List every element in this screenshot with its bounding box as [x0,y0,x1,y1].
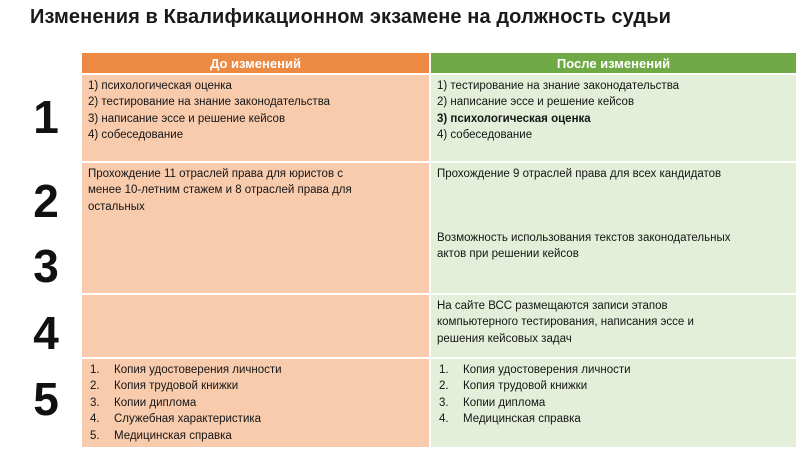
row5-before-item: 2. Копия трудовой книжки [90,380,239,393]
row1-before-item: 4) собеседование [88,129,184,142]
row-number-2: 2 [33,175,59,227]
row1-after-item-highlight: 3) психологическая оценка [437,112,591,125]
row3-after-text-block [437,230,730,263]
page-title: Изменения в Квалификационном экзамене на должность судьи [30,6,671,28]
row1-after-item: 1) тестирование на знание законодательства [437,80,680,92]
row4-after-text: На сайте ВСС размещаются записи этапов [437,300,668,312]
row1-after-item: 2) написание эссе и решение кейсов [437,96,635,109]
row5-after-item: 1. Копия удостоверения личности [439,364,631,376]
row-number-5: 5 [33,373,59,425]
row-number-4: 4 [33,307,59,359]
row1-before-item: 3) написание эссе и решение кейсов [88,112,286,125]
row2-before-text: Прохождение 11 отраслей права для юристов с [88,168,344,180]
row2-after-text: Прохождение 9 отраслей права для всех кандидатов [437,168,722,180]
row5-after-item: 4. Медицинская справка [439,413,581,426]
comparison-table [82,53,796,447]
row5-before-item: 5. Медицинская справка [90,429,232,442]
row5-before-cell [82,359,429,447]
header-before: До изменений [82,53,429,73]
row5-before-item: 1. Копия удостоверения личности [90,364,282,376]
row2-before-text: менее 10-летним стажем и 8 отраслей права для [88,184,352,197]
row1-after-cell [431,75,796,161]
row4-after-text: решения кейсовых задач [437,332,572,345]
row5-after-cell [431,359,796,447]
row5-before-item: 4. Служебная характеристика [90,413,262,426]
row-number-1: 1 [33,91,59,143]
row1-before-item: 1) психологическая оценка [88,80,232,92]
row-number-3: 3 [33,240,59,292]
row4-before-cell [82,295,429,357]
row5-before-item: 3. Копии диплома [90,396,197,409]
row4-after-text: компьютерного тестирования, написания эссе и [437,316,694,329]
row2-before-cell [82,163,429,293]
row2-before-text: остальных [88,200,145,213]
row5-after-item: 2. Копия трудовой книжки [439,380,588,393]
row4-after-cell [431,295,796,357]
row1-before-cell [82,75,429,161]
row1-before-item: 2) тестирование на знание законодательства [88,96,331,109]
row3-after-text: Возможность использования текстов законодательных [437,232,731,244]
row1-after-item: 4) собеседование [437,129,533,142]
row5-after-item: 3. Копии диплома [439,396,546,409]
row3-after-text: актов при решении кейсов [437,248,579,261]
header-after: После изменений [431,53,796,73]
row2-3-after-cell [431,163,796,293]
